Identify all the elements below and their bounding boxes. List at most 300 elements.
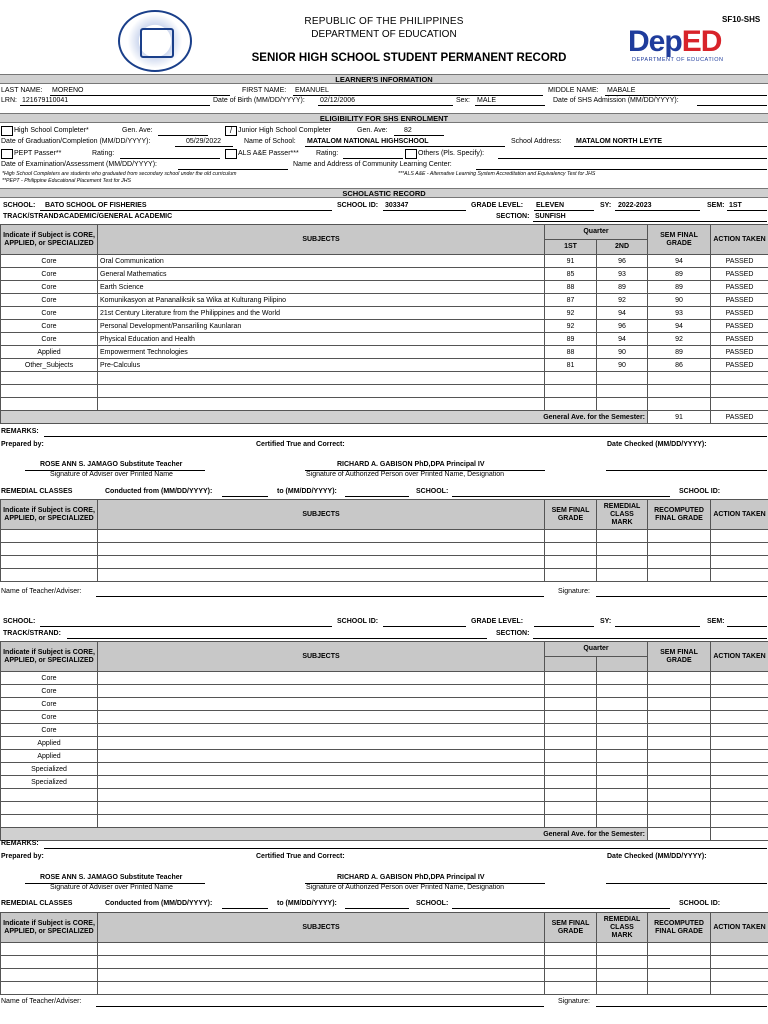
table-row [1, 685, 768, 698]
table-row [1, 969, 768, 982]
sem2-grade-type: Core [1, 711, 98, 724]
eligibility-band: ELIGIBILITY FOR SHS ENROLMENT [0, 113, 768, 123]
grade-q2: 93 [597, 268, 648, 281]
middle-name-value: MABALE [607, 87, 636, 94]
sem2-col-subjects: SUBJECTS [98, 642, 545, 672]
table-row [1, 711, 768, 724]
table-row [1, 698, 768, 711]
sem2-remedial-school-label: SCHOOL: [416, 900, 449, 907]
sem2-cell [597, 776, 648, 789]
sem2-cell [98, 776, 545, 789]
table-row [1, 672, 768, 685]
grade-q2: 96 [597, 255, 648, 268]
sem2-cell [648, 776, 711, 789]
school-id-label: SCHOOL ID: [337, 202, 379, 209]
sem2-col-q1-blank [545, 657, 597, 672]
sem2-cell [648, 672, 711, 685]
sem2-grade-type: Core [1, 685, 98, 698]
form-code: SF10-SHS [722, 15, 761, 24]
gen-ave-action: PASSED [711, 411, 768, 424]
header-republic: REPUBLIC OF THE PHILIPPINES [304, 16, 464, 27]
table-row [1, 398, 768, 411]
sem2-cell [711, 724, 768, 737]
sem2-cell [711, 750, 768, 763]
hs-completer-checkbox[interactable] [1, 126, 13, 136]
grade-subject: Pre-Calculus [98, 359, 545, 372]
grade-final: 89 [648, 346, 711, 359]
grade-q1 [545, 385, 597, 398]
rem-col-indicate: Indicate if Subject is CORE, APPLIED, or SPECIALIZED [1, 500, 98, 530]
grade-final: 89 [648, 268, 711, 281]
grade-type: Core [1, 281, 98, 294]
sem2-cell [597, 763, 648, 776]
sem2-cell [545, 737, 597, 750]
grade-action: PASSED [711, 281, 768, 294]
grade-q2: 96 [597, 320, 648, 333]
principal-caption: Signature of Authorized Person over Printed Name, Designation [306, 471, 505, 478]
grade-action: PASSED [711, 294, 768, 307]
rem2-col-recomputed: RECOMPUTED FINAL GRADE [648, 913, 711, 943]
als-rating-label: Rating: [316, 150, 339, 157]
grade-q1: 88 [545, 346, 597, 359]
grade-action: PASSED [711, 255, 768, 268]
sem2-remedial-label: REMEDIAL CLASSES [1, 900, 73, 907]
school-address-value: MATALOM NORTH LEYTE [576, 138, 663, 145]
grade-type: Other_Subjects [1, 359, 98, 372]
grades-table-sem2 [0, 641, 768, 841]
deped-logo [628, 25, 721, 59]
sem2-grade-type: Specialized [1, 763, 98, 776]
sem2-sy-label: SY: [600, 618, 612, 625]
sem2-cell [648, 724, 711, 737]
sem2-cell [98, 737, 545, 750]
sem2-col-quarter: Quarter [545, 642, 648, 657]
sem2-cell [597, 685, 648, 698]
sem2-cell [98, 711, 545, 724]
first-name-value: EMANUEL [295, 87, 329, 94]
sem2-cell [597, 698, 648, 711]
grade-action: PASSED [711, 268, 768, 281]
grade-type: Core [1, 307, 98, 320]
principal-name: RICHARD A. GABISON PhD,DPA Principal IV [337, 461, 485, 468]
rem2-col-subjects: SUBJECTS [98, 913, 545, 943]
footnote-pept: **PEPT - Philippine Educational Placement Test for JHS [2, 178, 131, 184]
grade-type: Core [1, 294, 98, 307]
grade-q1: 87 [545, 294, 597, 307]
header-department: DEPARTMENT OF EDUCATION [311, 29, 457, 40]
sem2-school-label: SCHOOL: [3, 618, 36, 625]
table-row [1, 569, 768, 582]
grade-q1: 91 [545, 255, 597, 268]
sem2-cell [711, 763, 768, 776]
jhs-gen-ave-label: Gen. Ave: [357, 127, 388, 134]
sem2-cell [597, 789, 648, 802]
grade-q2 [597, 398, 648, 411]
adviser-name: ROSE ANN S. JAMAGO Substitute Teacher [40, 461, 183, 468]
sem2-col-action: ACTION TAKEN [711, 642, 768, 672]
admission-date-label: Date of SHS Admission (MM/DD/YYYY): [553, 97, 679, 104]
gen-ave-label: General Ave. for the Semester: [1, 411, 648, 424]
deped-logo-subtitle: DEPARTMENT OF EDUCATION [632, 57, 724, 63]
adviser-caption: Signature of Adviser over Printed Name [50, 471, 173, 478]
sem2-cell [648, 685, 711, 698]
rem2-col-remedial-mark: REMEDIAL CLASS MARK [597, 913, 648, 943]
sem2-signature-label: Signature: [558, 998, 590, 1005]
school-address-label: School Address: [511, 138, 562, 145]
sem2-cell [597, 750, 648, 763]
sem2-cell [597, 724, 648, 737]
grade-type: Core [1, 255, 98, 268]
grade-action [711, 372, 768, 385]
table-row [1, 346, 768, 359]
col-subjects: SUBJECTS [98, 225, 545, 255]
grad-date-value: 05/29/2022 [186, 138, 222, 145]
sem2-cell [545, 750, 597, 763]
grade-type: Core [1, 268, 98, 281]
rem2-col-sem-final: SEM FINAL GRADE [545, 913, 597, 943]
grade-action: PASSED [711, 359, 768, 372]
rem2-col-action: ACTION TAKEN [711, 913, 768, 943]
track-value: ACADEMIC/GENERAL ACADEMIC [59, 213, 173, 220]
sem2-cell [545, 672, 597, 685]
grade-q2: 92 [597, 294, 648, 307]
grade-type [1, 398, 98, 411]
grade-level-label: GRADE LEVEL: [471, 202, 524, 209]
sem2-cell [98, 672, 545, 685]
rem-col-action: ACTION TAKEN [711, 500, 768, 530]
grade-subject [98, 398, 545, 411]
grade-q2: 94 [597, 333, 648, 346]
grade-q1: 88 [545, 281, 597, 294]
school-value: BATO SCHOOL OF FISHERIES [45, 202, 147, 209]
grade-q2: 90 [597, 359, 648, 372]
sem2-cell [545, 789, 597, 802]
col-q2: 2ND [597, 240, 648, 255]
sem2-grade-type [1, 789, 98, 802]
sex-value: MALE [477, 97, 497, 104]
jhs-completer-checkbox[interactable]: / [225, 126, 237, 136]
table-row [1, 359, 768, 372]
table-row [1, 724, 768, 737]
sem2-cell [98, 763, 545, 776]
sem2-cell [98, 789, 545, 802]
grade-final: 94 [648, 255, 711, 268]
sem-value: 1ST [729, 202, 742, 209]
table-row [1, 737, 768, 750]
grade-action: PASSED [711, 333, 768, 346]
grade-subject: Komunikasyon at Pananaliksik sa Wika at Kulturang Pilipino [98, 294, 545, 307]
dob-value: 02/12/2006 [320, 97, 356, 104]
grade-action: PASSED [711, 320, 768, 333]
remedial-label: REMEDIAL CLASSES [1, 488, 73, 495]
track-label: TRACK/STRAND: [3, 213, 61, 220]
col-q1: 1ST [545, 240, 597, 255]
sem2-cell [597, 737, 648, 750]
others-checkbox[interactable] [405, 149, 417, 159]
last-name-label: LAST NAME: [1, 87, 43, 94]
remedial-school-id-label: SCHOOL ID: [679, 488, 721, 495]
sem2-grade-type: Core [1, 672, 98, 685]
sem2-certified-label: Certified True and Correct: [256, 853, 345, 860]
grade-subject [98, 372, 545, 385]
sem2-cell [98, 685, 545, 698]
table-row [1, 294, 768, 307]
sem2-cell [648, 763, 711, 776]
grade-subject: 21st Century Literature from the Philippines and the World [98, 307, 545, 320]
lrn-value: 121679110041 [22, 97, 69, 104]
grade-final: 90 [648, 294, 711, 307]
deped-logo-text-2: ED [681, 25, 722, 58]
table-row [1, 307, 768, 320]
grade-q2 [597, 385, 648, 398]
grade-final: 86 [648, 359, 711, 372]
table-row [1, 320, 768, 333]
rem-col-remedial-mark: REMEDIAL CLASS MARK [597, 500, 648, 530]
grade-type: Applied [1, 346, 98, 359]
sem2-grade-type [1, 802, 98, 815]
remedial-table-1 [0, 499, 768, 582]
grade-q2 [597, 372, 648, 385]
sem2-cell [545, 698, 597, 711]
sem2-cell [711, 789, 768, 802]
sem2-grade-type: Specialized [1, 776, 98, 789]
table-row [1, 530, 768, 543]
sem2-principal-caption: Signature of Authorized Person over Printed Name, Designation [306, 884, 505, 891]
sem2-adviser-name: ROSE ANN S. JAMAGO Substitute Teacher [40, 874, 183, 881]
col-action: ACTION TAKEN [711, 225, 768, 255]
grades-table [0, 224, 768, 424]
grade-final [648, 398, 711, 411]
remedial-conducted-label: Conducted from (MM/DD/YYYY): [105, 488, 213, 495]
remedial-table-2 [0, 912, 768, 995]
sem2-remedial-school-id-label: SCHOOL ID: [679, 900, 721, 907]
sy-label: SY: [600, 202, 612, 209]
school-label: SCHOOL: [3, 202, 36, 209]
grade-final [648, 372, 711, 385]
grade-q1: 85 [545, 268, 597, 281]
sem2-cell [545, 685, 597, 698]
grade-q1: 92 [545, 307, 597, 320]
sem2-grade-type: Core [1, 698, 98, 711]
sem2-col-sem-final: SEM FINAL GRADE [648, 642, 711, 672]
als-label: ALS A&E Passer*** [238, 150, 299, 157]
exam-date-label: Date of Examination/Assessment (MM/DD/YYYY): [1, 161, 157, 168]
sem2-cell [597, 711, 648, 724]
footnote-hs-completer: *High School Completers are students who graduated from secondary school under the old curriculum [2, 171, 237, 177]
grade-action [711, 398, 768, 411]
hs-gen-ave-label: Gen. Ave: [122, 127, 153, 134]
sem2-principal-name: RICHARD A. GABISON PhD,DPA Principal IV [337, 874, 485, 881]
footnote-als: ***ALS A&E - Alternative Learning System Accreditation and Equivalency Test for JHS [398, 171, 596, 177]
table-row [1, 333, 768, 346]
sem2-remedial-to-label: to (MM/DD/YYYY): [277, 900, 337, 907]
grade-action: PASSED [711, 346, 768, 359]
jhs-completer-label: Junior High School Completer [238, 127, 331, 134]
lrn-label: LRN: [1, 97, 17, 104]
prepared-by-label: Prepared by: [1, 441, 44, 448]
pept-checkbox[interactable] [1, 149, 13, 159]
table-row [1, 815, 768, 828]
sem2-cell [711, 685, 768, 698]
sem2-gen-ave-label: General Ave. for the Semester: [1, 828, 648, 841]
sem2-cell [545, 711, 597, 724]
grade-q2: 90 [597, 346, 648, 359]
sem2-grade-type: Applied [1, 737, 98, 750]
grade-action: PASSED [711, 307, 768, 320]
table-row [1, 789, 768, 802]
sem2-remarks-label: REMARKS: [1, 840, 39, 847]
sem2-cell [545, 724, 597, 737]
sem2-cell [648, 789, 711, 802]
grade-q2: 89 [597, 281, 648, 294]
grade-level-value: ELEVEN [536, 202, 565, 209]
sem2-cell [98, 815, 545, 828]
table-row [1, 750, 768, 763]
school-id-value: 303347 [385, 202, 409, 209]
sem2-grade-type [1, 815, 98, 828]
signature-label: Signature: [558, 588, 590, 595]
school-name-value: MATALOM NATIONAL HIGHSCHOOL [307, 138, 429, 145]
grade-subject: General Mathematics [98, 268, 545, 281]
sem2-cell [648, 698, 711, 711]
sem2-cell [597, 815, 648, 828]
table-row [1, 268, 768, 281]
grade-type [1, 372, 98, 385]
sy-value: 2022-2023 [618, 202, 652, 209]
table-row [1, 943, 768, 956]
table-row [1, 372, 768, 385]
table-row [1, 385, 768, 398]
sem2-grade-type: Applied [1, 750, 98, 763]
table-row [1, 556, 768, 569]
sem2-cell [98, 750, 545, 763]
sem2-section-label: SECTION: [496, 630, 530, 637]
table-row [1, 281, 768, 294]
sem2-col-indicate: Indicate if Subject is CORE, APPLIED, or SPECIALIZED [1, 642, 98, 672]
sem2-grade-level-label: GRADE LEVEL: [471, 618, 524, 625]
sem2-cell [597, 802, 648, 815]
grade-final [648, 385, 711, 398]
sem2-cell [545, 776, 597, 789]
sem2-cell [711, 815, 768, 828]
col-indicate: Indicate if Subject is CORE, APPLIED, or SPECIALIZED [1, 225, 98, 255]
sem2-adviser-caption: Signature of Adviser over Printed Name [50, 884, 173, 891]
school-name-label: Name of School: [244, 138, 296, 145]
grade-q1 [545, 372, 597, 385]
gen-ave-value: 91 [648, 411, 711, 424]
others-label: Others (Pls. Specify): [418, 150, 485, 157]
sem2-cell [545, 802, 597, 815]
grade-subject: Physical Education and Health [98, 333, 545, 346]
sem2-remedial-conducted-label: Conducted from (MM/DD/YYYY): [105, 900, 213, 907]
grade-final: 94 [648, 320, 711, 333]
sem2-cell [648, 711, 711, 724]
sem2-teacher-adviser-label: Name of Teacher/Adviser: [1, 998, 82, 1005]
sem2-sem-label: SEM: [707, 618, 725, 625]
sem2-cell [711, 711, 768, 724]
table-row [1, 255, 768, 268]
section-label: SECTION: [496, 213, 530, 220]
als-checkbox[interactable] [225, 149, 237, 159]
remarks-label: REMARKS: [1, 428, 39, 435]
sem2-cell [648, 737, 711, 750]
grade-q1 [545, 398, 597, 411]
sem2-cell [648, 750, 711, 763]
grade-q2: 94 [597, 307, 648, 320]
section-value: SUNFISH [535, 213, 566, 220]
table-row [1, 776, 768, 789]
col-sem-final: SEM FINAL GRADE [648, 225, 711, 255]
sem2-prepared-by-label: Prepared by: [1, 853, 44, 860]
sem2-cell [711, 698, 768, 711]
col-quarter: Quarter [545, 225, 648, 240]
sem2-cell [648, 815, 711, 828]
hs-completer-label: High School Completer* [14, 127, 89, 134]
table-row [1, 543, 768, 556]
teacher-adviser-label: Name of Teacher/Adviser: [1, 588, 82, 595]
grade-final: 93 [648, 307, 711, 320]
table-row [1, 763, 768, 776]
grade-q1: 89 [545, 333, 597, 346]
grade-q1: 81 [545, 359, 597, 372]
sem2-date-checked-label: Date Checked (MM/DD/YYYY): [607, 853, 707, 860]
grade-final: 89 [648, 281, 711, 294]
clc-label: Name and Address of Community Learning Center: [293, 161, 452, 168]
jhs-gen-ave-value: 82 [404, 127, 412, 134]
middle-name-label: MIDDLE NAME: [548, 87, 599, 94]
certified-label: Certified True and Correct: [256, 441, 345, 448]
sem2-col-q2-blank [597, 657, 648, 672]
deped-logo-text-1: Dep [628, 25, 682, 58]
grade-action [711, 385, 768, 398]
rem-col-recomputed: RECOMPUTED FINAL GRADE [648, 500, 711, 530]
grade-type [1, 385, 98, 398]
date-checked-label: Date Checked (MM/DD/YYYY): [607, 441, 707, 448]
grade-type: Core [1, 320, 98, 333]
grade-q1: 92 [545, 320, 597, 333]
rem-col-sem-final: SEM FINAL GRADE [545, 500, 597, 530]
remedial-to-label: to (MM/DD/YYYY): [277, 488, 337, 495]
scholastic-band: SCHOLASTIC RECORD [0, 188, 768, 198]
grade-final: 92 [648, 333, 711, 346]
table-row [1, 982, 768, 995]
sem2-school-id-label: SCHOOL ID: [337, 618, 379, 625]
sem2-cell [597, 672, 648, 685]
sem2-cell [711, 776, 768, 789]
sem2-cell [711, 672, 768, 685]
sex-label: Sex: [456, 97, 471, 104]
page-title: SENIOR HIGH SCHOOL STUDENT PERMANENT RECORD [251, 52, 567, 64]
grade-subject [98, 385, 545, 398]
pept-label: PEPT Passer** [14, 150, 62, 157]
sem2-cell [98, 802, 545, 815]
sem2-cell [648, 802, 711, 815]
learner-info-band: LEARNER'S INFORMATION [0, 74, 768, 84]
sem2-track-label: TRACK/STRAND: [3, 630, 61, 637]
sem2-cell [98, 698, 545, 711]
remedial-school-label: SCHOOL: [416, 488, 449, 495]
sem2-grade-type: Core [1, 724, 98, 737]
dob-label: Date of Birth (MM/DD/YYYY): [213, 97, 305, 104]
rem2-col-indicate: Indicate if Subject is CORE, APPLIED, or SPECIALIZED [1, 913, 98, 943]
grade-subject: Personal Development/Pansariling Kaunlaran [98, 320, 545, 333]
sem2-cell [545, 815, 597, 828]
table-row [1, 802, 768, 815]
grad-date-label: Date of Graduation/Completion (MM/DD/YYYY): [1, 138, 151, 145]
table-row [1, 956, 768, 969]
grade-subject: Earth Science [98, 281, 545, 294]
rem-col-subjects: SUBJECTS [98, 500, 545, 530]
